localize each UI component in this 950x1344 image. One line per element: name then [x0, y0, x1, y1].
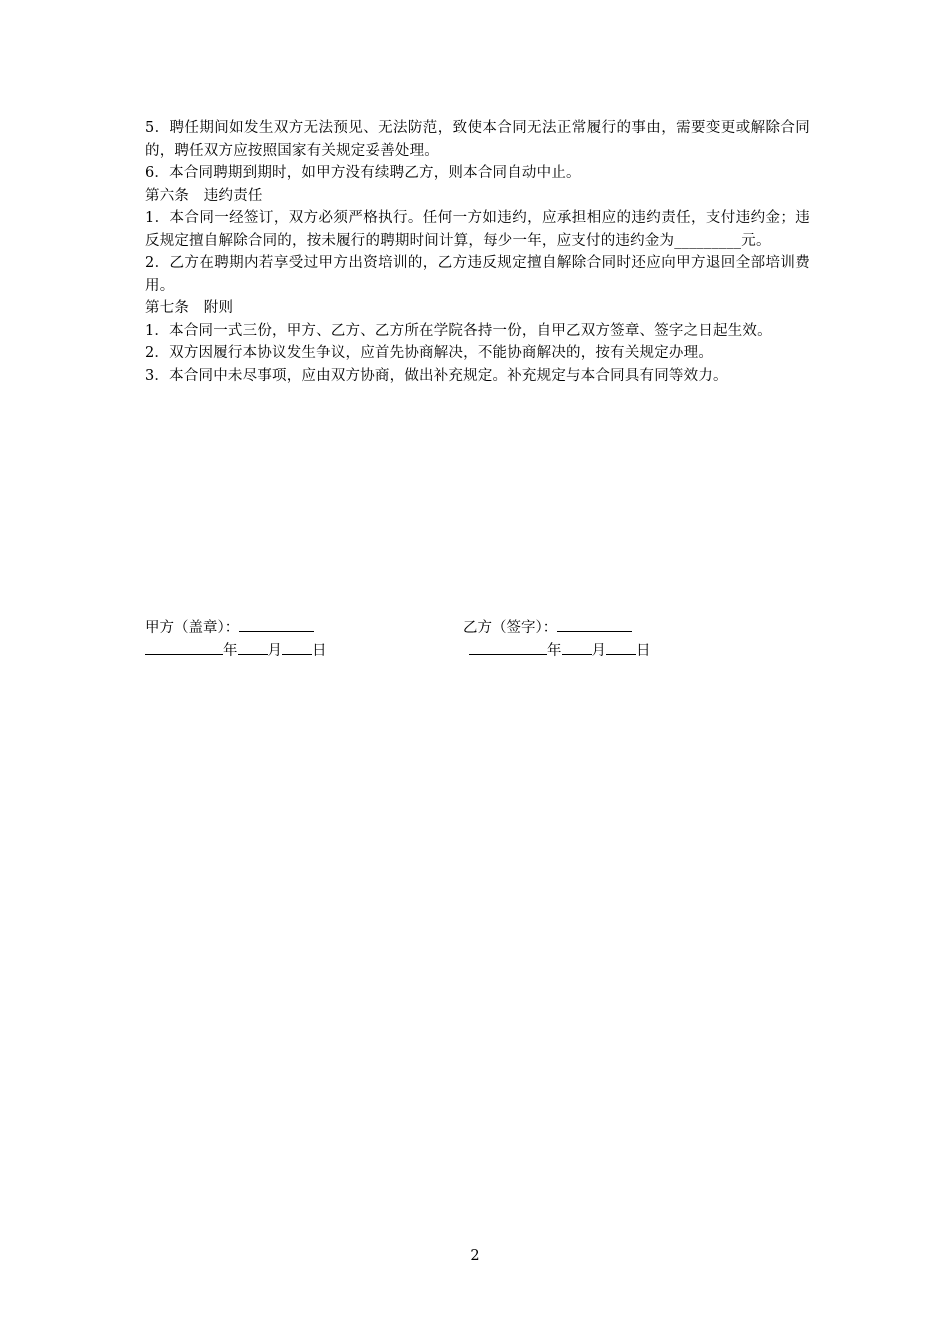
- clause-5-termination-change: 5．聘任期间如发生双方无法预见、无法防范，致使本合同无法正常履行的事由，需要变更或解除合同的，聘任双方应按照国家有关规定妥善处理。: [145, 120, 810, 159]
- year-label: 年: [223, 643, 238, 659]
- article-7-clause-2: 2．双方因履行本协议发生争议，应首先协商解决，不能协商解决的，按有关规定办理。: [145, 345, 714, 361]
- day-label: 日: [312, 643, 327, 659]
- party-a-day-blank: [282, 639, 312, 655]
- party-b-month-blank: [562, 639, 592, 655]
- page-number: 2: [470, 1248, 480, 1264]
- party-a-date-line: [145, 639, 327, 663]
- article-6-clause-1: 1．本合同一经签订，双方必须严格执行。任何一方如违约，应承担相应的违约责任，支付违约金；违反规定擅自解除合同的，按未履行的聘期时间计算，每少一年，应支付的违约金为_________元。: [145, 210, 810, 249]
- article-7-clause-3: 3．本合同中未尽事项，应由双方协商，做出补充规定。补充规定与本合同具有同等效力。: [145, 367, 728, 384]
- month-label: 月: [591, 643, 606, 659]
- party-a-year-blank: [145, 639, 223, 655]
- year-label: 年: [547, 643, 562, 659]
- party-a-signature-line: [145, 616, 314, 640]
- clause-6-expiry: 6．本合同聘期到期时，如甲方没有续聘乙方，则本合同自动中止。: [145, 165, 581, 181]
- party-b-signature-blank: [557, 616, 632, 632]
- party-a-month-blank: [238, 639, 268, 655]
- article-7-heading: 第七条 附则: [145, 300, 234, 316]
- party-b-signature-line: [463, 616, 632, 640]
- party-a-signature-blank: [239, 616, 314, 632]
- party-a-label: 甲方（盖章）：: [145, 620, 240, 636]
- month-label: 月: [267, 643, 282, 659]
- contract-body: [145, 117, 810, 387]
- article-6-clause-2: 2．乙方在聘期内若享受过甲方出资培训的，乙方违反规定擅自解除合同时还应向甲方退回全部培训费用。: [145, 255, 810, 294]
- party-b-date-line: [469, 639, 651, 663]
- party-b-label: 乙方（签字）：: [463, 620, 558, 636]
- party-b-year-blank: [469, 639, 547, 655]
- article-7-clause-1: 1．本合同一式三份，甲方、乙方、乙方所在学院各持一份，自甲乙双方签章、签字之日起生效。: [145, 322, 772, 339]
- party-b-day-blank: [606, 639, 636, 655]
- article-6-heading: 第六条 违约责任: [145, 187, 263, 204]
- day-label: 日: [636, 643, 651, 659]
